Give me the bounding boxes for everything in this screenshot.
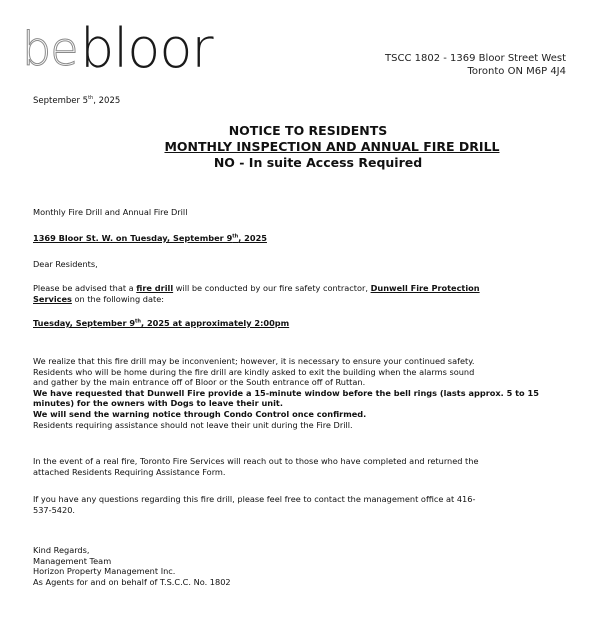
contractor-name-b: Services bbox=[33, 293, 72, 304]
safety-line-3: and gather by the main entrance off of Bloor or the South entrance off of Ruttan. bbox=[33, 377, 366, 388]
intro-paragraph bbox=[33, 283, 573, 304]
when-suffix: , 2025 at approximately 2:00pm bbox=[141, 318, 290, 328]
location-sup: th bbox=[232, 233, 239, 240]
address-line-1: TSCC 1802 - 1369 Bloor Street West bbox=[385, 53, 566, 64]
bebloor-logo bbox=[22, 17, 232, 80]
safety-paragraph bbox=[33, 356, 573, 430]
signature-company: Horizon Property Management Inc. bbox=[33, 566, 176, 577]
date-sup: th bbox=[88, 95, 94, 102]
real-fire-line-2: attached Residents Requiring Assistance Form. bbox=[33, 466, 226, 477]
signature-agents: As Agents for and on behalf of T.S.C.C. No. 1802 bbox=[33, 576, 231, 587]
location-line bbox=[33, 233, 573, 244]
address-line-2: Toronto ON M6P 4J4 bbox=[467, 66, 566, 77]
building-address bbox=[385, 52, 566, 78]
condo-control-line: We will send the warning notice through Condo Control once confirmed. bbox=[33, 408, 367, 419]
dog-window-line-1: We have requested that Dunwell Fire provide a 15-minute window before the bell rings (lasts approx. 5 to 15 bbox=[33, 387, 539, 398]
closing: Kind Regards, bbox=[33, 545, 90, 555]
signature-block bbox=[33, 545, 573, 587]
safety-line-1: We realize that this fire drill may be inconvenient; however, it is necessary to ensure your continued safety. bbox=[33, 356, 475, 366]
intro-text-2: will be conducted by our fire safety contractor, bbox=[173, 283, 371, 293]
notice-title: NOTICE TO RESIDENTS bbox=[228, 123, 388, 138]
safety-line-2: Residents who will be home during the fire drill are kindly asked to exit the building when the alarms sound bbox=[33, 366, 475, 377]
drill-date-time bbox=[33, 318, 573, 329]
dog-window-line-2: minutes) for the owners with Dogs to leave their unit. bbox=[33, 398, 283, 409]
contact-line-1: If you have any questions regarding this fire drill, please feel free to contact the management office at 416- bbox=[33, 494, 476, 504]
logo-bloor: bloor bbox=[80, 17, 213, 80]
location-prefix: 1369 Bloor St. W. on Tuesday, September 9 bbox=[33, 233, 233, 243]
contact-paragraph bbox=[33, 494, 573, 515]
access-notice: NO - In suite Access Required bbox=[213, 155, 423, 170]
date-suffix: , 2025 bbox=[93, 96, 121, 106]
assistance-line: Residents requiring assistance should not leave their unit during the Fire Drill. bbox=[33, 419, 353, 430]
contractor-name-a: Dunwell Fire Protection bbox=[370, 283, 480, 293]
intro-fire-drill: fire drill bbox=[136, 283, 174, 293]
signature-team: Management Team bbox=[33, 555, 112, 566]
topic-line: Monthly Fire Drill and Annual Fire Drill bbox=[33, 207, 188, 217]
notice-subtitle: MONTHLY INSPECTION AND ANNUAL FIRE DRILL bbox=[164, 139, 500, 154]
contact-line-2: 537-5420. bbox=[33, 504, 76, 515]
real-fire-line-1: In the event of a real fire, Toronto Fire Services will reach out to those who have completed and returned the bbox=[33, 456, 479, 466]
logo-be: be bbox=[22, 22, 78, 76]
greeting: Dear Residents, bbox=[33, 259, 98, 269]
location-suffix: , 2025 bbox=[238, 233, 267, 243]
date-prefix: September 5 bbox=[33, 96, 89, 106]
intro-text-3: on the following date: bbox=[71, 293, 164, 304]
intro-text-1: Please be advised that a bbox=[33, 283, 137, 293]
when-sup: th bbox=[135, 318, 141, 325]
real-fire-paragraph bbox=[33, 456, 573, 477]
notice-date bbox=[33, 96, 120, 106]
when-prefix: Tuesday, September 9 bbox=[33, 318, 136, 328]
